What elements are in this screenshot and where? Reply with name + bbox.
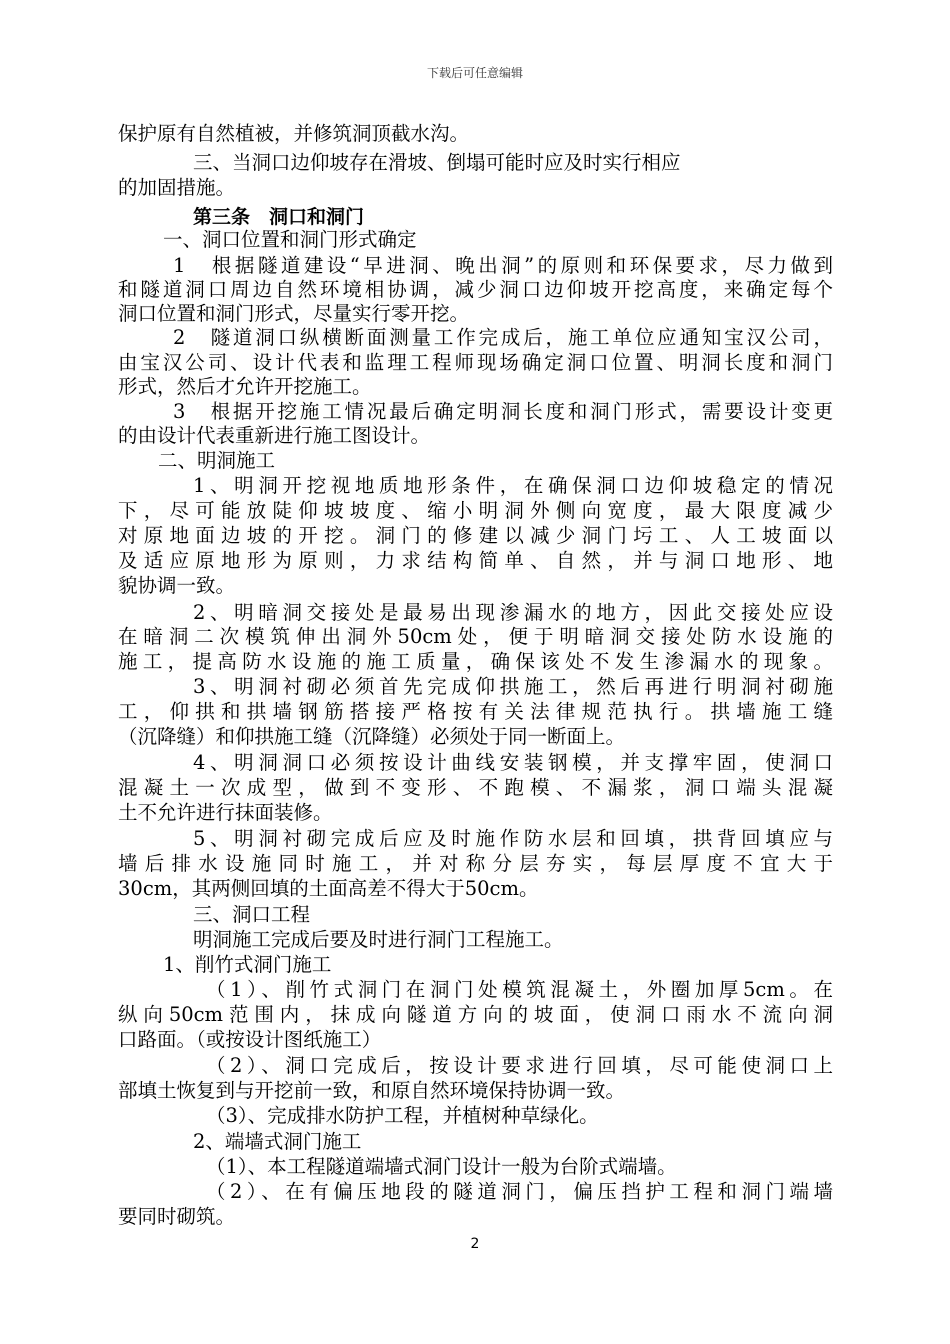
paragraph-line: 对原地面边坡的开挖。洞门的修建以减少洞门圬工、人工坡面以 <box>118 524 833 547</box>
paragraph-line: 3、明洞衬砌必须首先完成仰拱施工，然后再进行明洞衬砌施 <box>193 675 833 698</box>
paragraph-line: （2）、在有偏压地段的隧道洞门，偏压挡护工程和洞门端墙 <box>206 1180 833 1203</box>
paragraph-line: 1 根据隧道建设“早进洞、晚出洞”的原则和环保要求，尽力做到 <box>173 254 833 277</box>
paragraph-line: 工，仰拱和拱墙钢筋搭接严格按有关法律规范执行。拱墙施工缝 <box>118 700 833 723</box>
paragraph-line: 的加固措施。 <box>118 176 236 199</box>
subsection-heading: 2、端墙式洞门施工 <box>193 1130 362 1153</box>
paragraph-line: （1）、削竹式洞门在洞门处模筑混凝土，外圈加厚5cm。在 <box>206 978 833 1001</box>
paragraph-line: 5、明洞衬砌完成后应及时施作防水层和回填，拱背回填应与 <box>193 827 833 850</box>
paragraph-line: 墙后排水设施同时施工，并对称分层夯实，每层厚度不宜大于 <box>118 852 833 875</box>
paragraph-line: 4、明洞洞口必须按设计曲线安装钢模，并支撑牢固，使洞口 <box>193 751 833 774</box>
paragraph-line: （2）、洞口完成后，按设计要求进行回填，尽可能使洞口上 <box>206 1054 833 1077</box>
paragraph-line: 的由设计代表重新进行施工图设计。 <box>118 424 431 447</box>
paragraph-line: 貌协调一致。 <box>118 574 236 597</box>
paragraph-line: （3）、完成排水防护工程，并植树种草绿化。 <box>206 1104 599 1127</box>
paragraph-line: 土不允许进行抹面装修。 <box>118 801 333 824</box>
paragraph-line: 洞口位置和洞门形式，尽量实行零开挖。 <box>118 302 470 325</box>
paragraph-line: （1）、本工程隧道端墙式洞门设计一般为台阶式端墙。 <box>206 1155 677 1178</box>
subsection-heading: 一、洞口位置和洞门形式确定 <box>163 228 417 251</box>
paragraph-line: 施工，提高防水设施的施工质量，确保该处不发生渗漏水的现象。 <box>118 650 833 673</box>
paragraph-line: 纵向50cm范围内，抹成向隧道方向的坡面，使洞口雨水不流向洞 <box>118 1003 833 1026</box>
paragraph-line: 1、明洞开挖视地质地形条件，在确保洞口边仰坡稳定的情况 <box>193 474 833 497</box>
subsection-heading: 三、洞口工程 <box>193 903 311 926</box>
paragraph-line: 由宝汉公司、设计代表和监理工程师现场确定洞口位置、明洞长度和洞门 <box>118 351 833 374</box>
subsection-heading: 1、削竹式洞门施工 <box>163 953 332 976</box>
paragraph-line: 下，尽可能放陡仰坡坡度、缩小明洞外侧向宽度，最大限度减少 <box>118 499 833 522</box>
page-header: 下载后可任意编辑 <box>426 66 523 80</box>
paragraph-line: 和隧道洞口周边自然环境相协调，减少洞口边仰坡开挖高度，来确定每个 <box>118 278 833 301</box>
paragraph-line: 明洞施工完成后要及时进行洞门工程施工。 <box>193 928 564 951</box>
page-number: 2 <box>470 1236 480 1252</box>
paragraph-line: 形式，然后才允许开挖施工。 <box>118 375 372 398</box>
paragraph-line: 部填土恢复到与开挖前一致，和原自然环境保持协调一致。 <box>118 1079 626 1102</box>
paragraph-line: 保护原有自然植被，并修筑洞顶截水沟。 <box>118 122 470 145</box>
paragraph-line: 口路面。（或按设计图纸施工） <box>118 1028 382 1051</box>
section-heading: 第三条 洞口和洞门 <box>193 206 365 228</box>
paragraph-line: 在暗洞二次模筑伸出洞外50cm处，便于明暗洞交接处防水设施的 <box>118 625 833 648</box>
paragraph-line: 及适应原地形为原则，力求结构简单、自然，并与洞口地形、地 <box>118 549 833 572</box>
paragraph-line: 2 隧道洞口纵横断面测量工作完成后，施工单位应通知宝汉公司， <box>173 326 833 349</box>
paragraph-line: 3 根据开挖施工情况最后确定明洞长度和洞门形式，需要设计变更 <box>173 400 833 423</box>
paragraph-line: （沉降缝）和仰拱施工缝（沉降缝）必须处于同一断面上。 <box>118 725 626 748</box>
subsection-heading: 二、明洞施工 <box>158 449 276 472</box>
paragraph-line: 三、当洞口边仰坡存在滑坡、倒塌可能时应及时实行相应 <box>193 151 681 174</box>
paragraph-line: 2、明暗洞交接处是最易出现渗漏水的地方，因此交接处应设 <box>193 601 833 624</box>
paragraph-line: 要同时砌筑。 <box>118 1205 236 1228</box>
paragraph-line: 30cm，其两侧回填的土面高差不得大于50cm。 <box>118 877 539 900</box>
paragraph-line: 混凝土一次成型，做到不变形、不跑模、不漏浆，洞口端头混凝 <box>118 776 833 799</box>
